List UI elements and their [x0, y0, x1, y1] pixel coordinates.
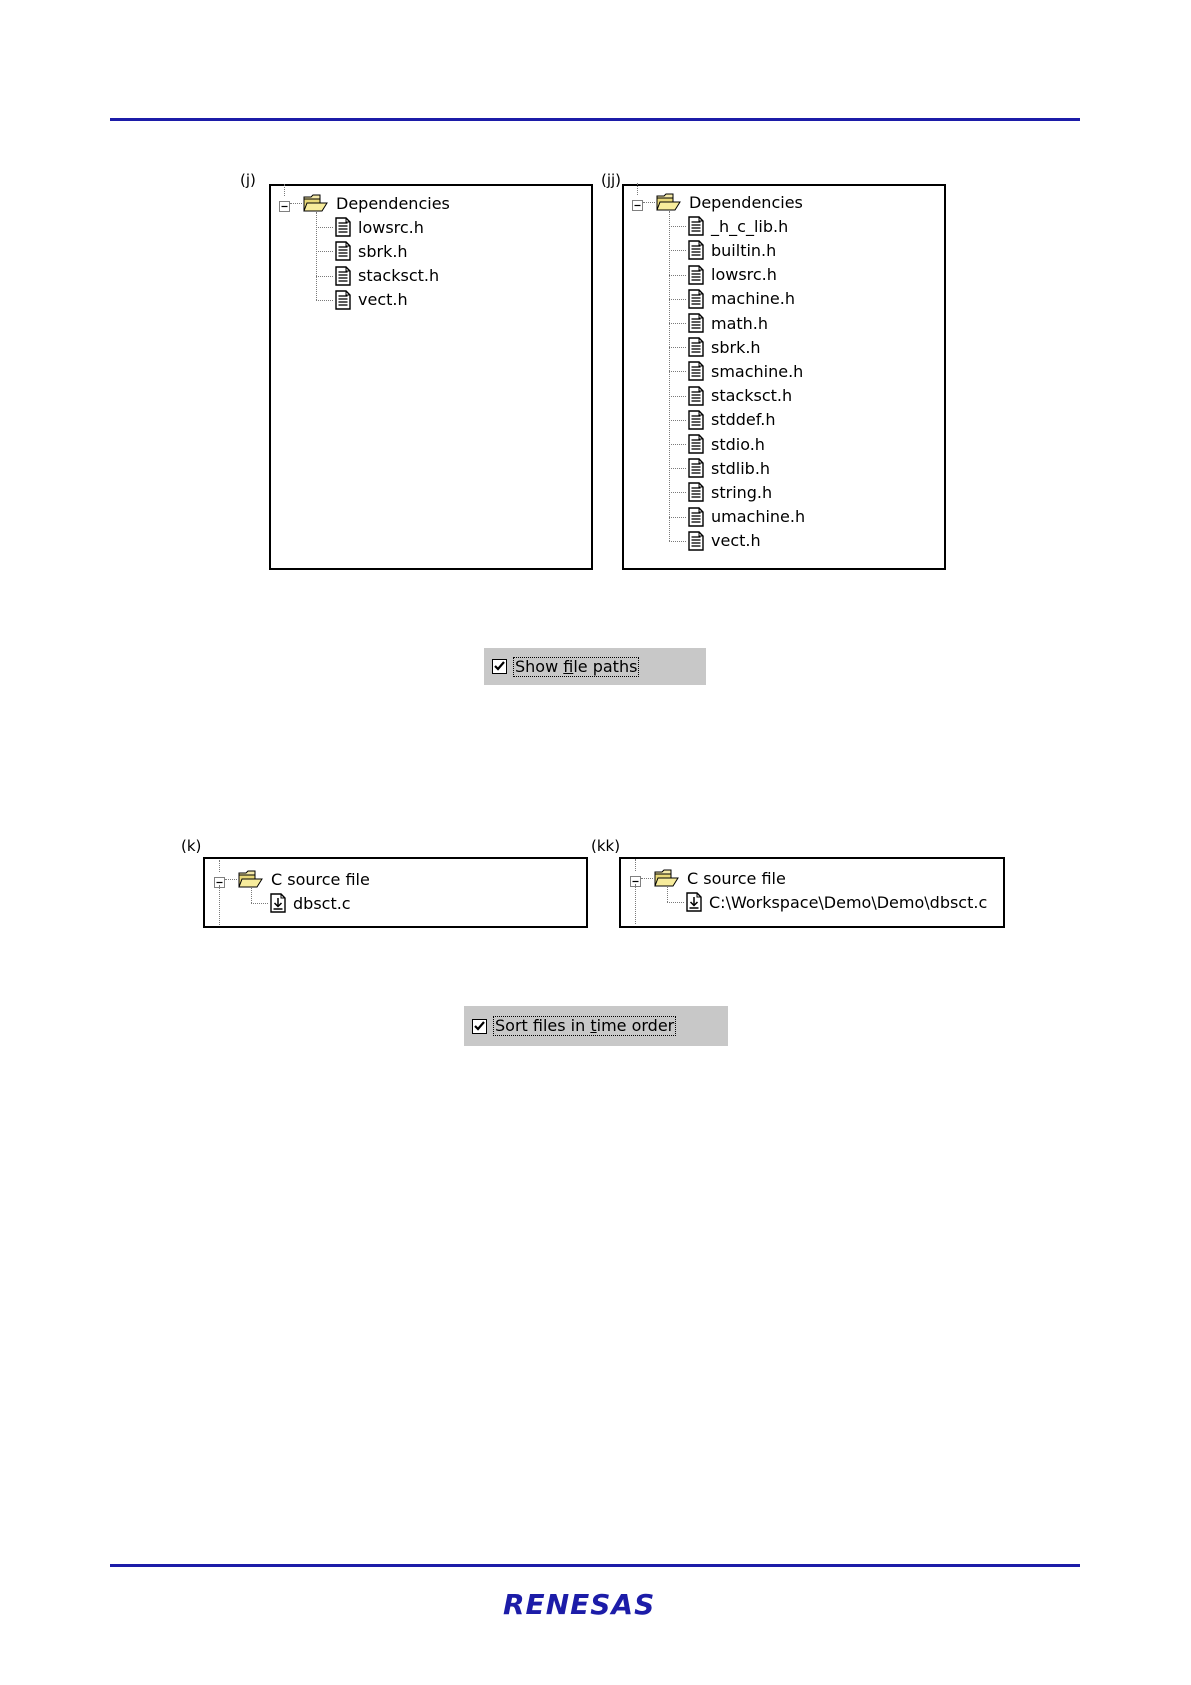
source-tree-panel-k	[203, 857, 588, 928]
header-file-icon	[688, 482, 704, 502]
tree-file-node-label: stdlib.h	[711, 458, 771, 478]
tree-file-node[interactable]	[335, 216, 424, 238]
tree-connector-vertical	[667, 887, 668, 902]
tree-file-node[interactable]	[688, 481, 772, 503]
panel-label-jj: (jj)	[601, 171, 622, 189]
tree-connector-horizontal	[669, 226, 686, 227]
show-file-paths-label[interactable]: Show file paths	[515, 656, 638, 676]
file-tree	[271, 186, 591, 568]
tree-connector-horizontal	[251, 903, 268, 904]
header-file-icon	[688, 531, 704, 551]
tree-file-node-label: math.h	[711, 313, 769, 333]
checkmark-icon	[494, 661, 505, 672]
tree-file-node[interactable]	[688, 506, 805, 528]
source-file-icon	[686, 892, 702, 912]
tree-file-node-label: builtin.h	[711, 240, 777, 260]
sort-files-bar	[464, 1006, 728, 1046]
tree-file-node[interactable]	[688, 433, 765, 455]
header-file-icon	[688, 410, 704, 430]
tree-file-node[interactable]	[688, 530, 761, 552]
source-tree-panel-kk	[619, 857, 1005, 928]
tree-file-node[interactable]	[688, 336, 761, 358]
tree-folder-node-label: C source file	[271, 869, 370, 889]
tree-file-node-label: stacksct.h	[358, 266, 440, 286]
tree-connector-horizontal	[669, 541, 686, 542]
tree-connector-vertical	[219, 885, 220, 925]
file-tree	[621, 859, 1003, 926]
tree-connector-vertical	[284, 184, 285, 196]
collapse-toggle[interactable]	[632, 196, 643, 215]
tree-file-node-label: dbsct.c	[293, 893, 351, 913]
open-folder-icon	[656, 192, 682, 212]
tree-file-node[interactable]	[688, 385, 792, 407]
tree-file-node-label: vect.h	[711, 531, 761, 551]
tree-connector-horizontal	[316, 251, 333, 252]
tree-file-node-label: smachine.h	[711, 361, 804, 381]
tree-file-node[interactable]	[688, 239, 776, 261]
header-file-icon	[335, 266, 351, 286]
tree-file-node[interactable]	[688, 457, 770, 479]
tree-connector-horizontal	[669, 444, 686, 445]
tree-folder-node[interactable]	[656, 191, 803, 213]
header-file-icon	[688, 240, 704, 260]
tree-connector-horizontal	[225, 879, 237, 880]
collapse-toggle[interactable]	[279, 197, 290, 216]
tree-folder-node-label: Dependencies	[689, 192, 803, 212]
tree-connector-horizontal	[669, 250, 686, 251]
panel-label-kk: (kk)	[591, 837, 621, 855]
tree-file-node[interactable]	[335, 289, 408, 311]
tree-connector-horizontal	[669, 371, 686, 372]
file-tree	[205, 859, 586, 926]
header-file-icon	[688, 289, 704, 309]
tree-connector-vertical	[635, 859, 636, 871]
tree-connector-horizontal	[669, 347, 686, 348]
tree-file-node-label: sbrk.h	[358, 241, 408, 261]
dependencies-tree-panel-jj	[622, 184, 946, 570]
open-folder-icon	[238, 869, 264, 889]
tree-file-node[interactable]	[688, 409, 775, 431]
tree-connector-horizontal	[669, 299, 686, 300]
tree-connector-vertical	[635, 884, 636, 924]
tree-connector-horizontal	[669, 396, 686, 397]
tree-file-node-label: string.h	[711, 482, 773, 502]
tree-connector-horizontal	[643, 202, 655, 203]
sort-files-checkbox[interactable]	[472, 1019, 487, 1034]
tree-file-node[interactable]	[688, 360, 803, 382]
header-file-icon	[688, 361, 704, 381]
tree-file-node-label: vect.h	[358, 290, 408, 310]
header-file-icon	[335, 217, 351, 237]
footer-rule	[110, 1564, 1080, 1567]
tree-connector-horizontal	[316, 227, 333, 228]
tree-folder-node-label: C source file	[687, 868, 786, 888]
header-file-icon	[688, 507, 704, 527]
show-file-paths-checkbox[interactable]	[492, 659, 507, 674]
tree-connector-horizontal	[641, 878, 653, 879]
tree-folder-node[interactable]	[238, 868, 370, 890]
tree-connector-horizontal	[669, 468, 686, 469]
tree-file-node[interactable]	[688, 264, 777, 286]
tree-folder-node[interactable]	[654, 867, 786, 889]
minus-box-icon[interactable]	[632, 200, 643, 211]
header-rule	[110, 118, 1080, 121]
sort-files-label[interactable]: Sort files in time order	[495, 1016, 675, 1035]
panel-label-k: (k)	[181, 837, 202, 855]
tree-file-node[interactable]	[686, 891, 987, 913]
tree-connector-vertical	[637, 183, 638, 195]
tree-file-node-label: _h_c_lib.h	[711, 216, 789, 236]
tree-connector-vertical	[251, 888, 252, 903]
tree-file-node-label: lowsrc.h	[711, 265, 777, 285]
tree-file-node-label: C:\Workspace\Demo\Demo\dbsct.c	[709, 892, 988, 912]
source-file-icon	[270, 893, 286, 913]
tree-file-node-label: machine.h	[711, 289, 795, 309]
tree-connector-horizontal	[669, 323, 686, 324]
tree-file-node-label: umachine.h	[711, 507, 806, 527]
header-file-icon	[688, 265, 704, 285]
tree-connector-horizontal	[669, 420, 686, 421]
tree-file-node[interactable]	[688, 312, 768, 334]
open-folder-icon	[303, 193, 329, 213]
header-file-icon	[688, 216, 704, 236]
tree-file-node[interactable]	[688, 215, 788, 237]
file-tree	[624, 186, 944, 568]
dependencies-tree-panel-j	[269, 184, 593, 570]
svg-text:RENESAS: RENESAS	[503, 1588, 656, 1618]
tree-folder-node-label: Dependencies	[336, 193, 450, 213]
tree-folder-node[interactable]	[303, 192, 450, 214]
tree-connector-vertical	[316, 212, 317, 300]
panel-label-j: (j)	[240, 171, 256, 189]
header-file-icon	[335, 290, 351, 310]
tree-file-node-label: sbrk.h	[711, 337, 761, 357]
tree-file-node[interactable]	[688, 288, 795, 310]
tree-connector-horizontal	[316, 300, 333, 301]
tree-connector-horizontal	[316, 276, 333, 277]
tree-connector-horizontal	[669, 492, 686, 493]
tree-connector-horizontal	[667, 902, 684, 903]
tree-file-node-label: lowsrc.h	[358, 217, 424, 237]
tree-file-node[interactable]	[335, 265, 439, 287]
tree-connector-vertical	[219, 860, 220, 872]
header-file-icon	[688, 458, 704, 478]
tree-connector-vertical	[669, 211, 670, 541]
tree-file-node[interactable]	[335, 240, 408, 262]
tree-file-node-label: stacksct.h	[711, 386, 793, 406]
minus-box-icon[interactable]	[279, 201, 290, 212]
open-folder-icon	[654, 868, 680, 888]
show-file-paths-bar	[484, 648, 706, 685]
header-file-icon	[335, 241, 351, 261]
tree-file-node[interactable]	[270, 892, 351, 914]
header-file-icon	[688, 434, 704, 454]
header-file-icon	[688, 337, 704, 357]
checkmark-icon	[474, 1021, 485, 1032]
tree-connector-horizontal	[290, 203, 302, 204]
tree-connector-horizontal	[669, 275, 686, 276]
tree-file-node-label: stddef.h	[711, 410, 776, 430]
tree-file-node-label: stdio.h	[711, 434, 765, 454]
renesas-logo	[503, 1588, 689, 1618]
header-file-icon	[688, 313, 704, 333]
header-file-icon	[688, 386, 704, 406]
tree-connector-horizontal	[669, 517, 686, 518]
